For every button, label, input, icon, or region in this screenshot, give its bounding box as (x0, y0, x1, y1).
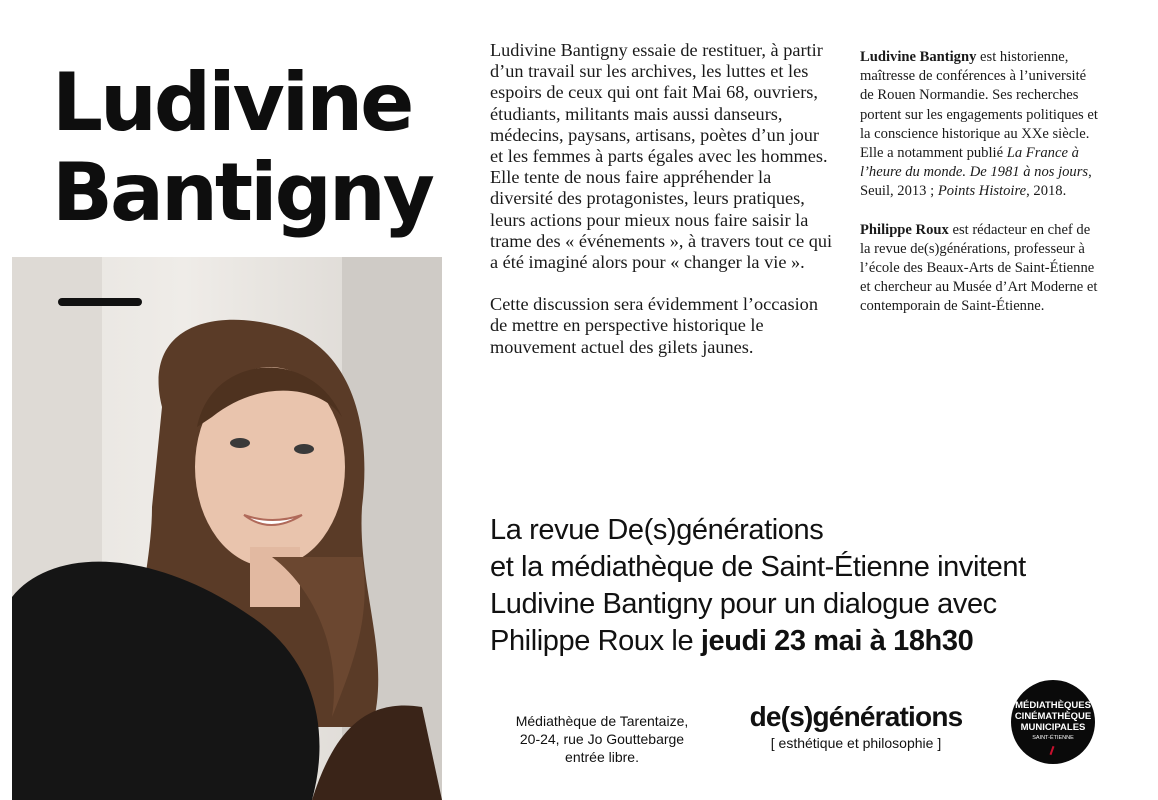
invite-line-3: Ludivine Bantigny pour un dialogue avec (490, 588, 997, 620)
badge-line-1: MÉDIATHÈQUES (1015, 700, 1091, 711)
address-line-3: entrée libre. (565, 749, 639, 765)
address-line-2: 20-24, rue Jo Gouttebarge (519, 731, 685, 747)
invite-line-1: La revue De(s)générations (490, 514, 824, 546)
invite-line-4 (490, 623, 1150, 660)
invite-line-2: et la médiathèque de Saint-Étienne invitent (490, 551, 1026, 583)
logo-tagline: [ esthétique et philosophie ] (770, 735, 942, 751)
event-date: jeudi 23 mai à 18h30 (700, 625, 974, 657)
venue-address (498, 712, 706, 766)
title-divider (58, 298, 142, 306)
speaker-bios (860, 48, 1098, 336)
mediatheques-badge-logo (1011, 680, 1095, 764)
bio-bantigny-name: Ludivine Bantigny (860, 49, 977, 65)
bio-bantigny-book: La France à l’heure du monde. De 1981 à nos jours (860, 145, 1089, 181)
badge-line-2: CINÉMATHÈQUE (1014, 711, 1092, 722)
bio-roux-text: est rédacteur en chef de la revue de(s)générations, professeur à l’école des Beaux-Arts de Saint-Étienne et chercheur au Musée d’Art Moderne et contemporain de Saint-Étienne. (860, 221, 1098, 315)
title-line-1: Ludivine (52, 56, 412, 149)
event-description (490, 40, 834, 379)
page-title (52, 58, 432, 238)
invite-line-4-prefix: Philippe Roux le (490, 625, 701, 657)
desgenerations-logo (740, 700, 972, 752)
bio-bantigny-text-3: , 2018. (1026, 183, 1067, 200)
bio-bantigny (860, 48, 1098, 202)
badge-city: SAINT-ÉTIENNE (1032, 735, 1074, 741)
invitation-block (490, 512, 1150, 660)
bio-bantigny-series: Points Histoire (937, 183, 1027, 200)
portrait-illustration (12, 257, 442, 800)
bio-bantigny-text-2: , Seuil, 2013 ; (860, 164, 1092, 200)
bio-roux-name: Philippe Roux (860, 221, 949, 238)
bio-roux (860, 221, 1098, 317)
address-line-1: Médiathèque de Tarentaize, (515, 713, 689, 729)
badge-slash-mark (1050, 746, 1055, 755)
badge-line-3: MUNICIPALES (1020, 722, 1086, 733)
description-paragraph-2: Cette discussion sera évidemment l’occasion de mettre en perspective historique le mouvement actuel des gilets jaunes. (490, 294, 818, 357)
title-line-2: Bantigny (52, 146, 432, 239)
bio-bantigny-text-1: est historienne, maîtresse de conférences à l’université de Rouen Normandie. Ses recherches portent sur les engagements politiques et la conscience historique au XXe siècle. Elle a notamment publié (860, 49, 1098, 162)
logo-name: de(s)générations (749, 701, 963, 732)
portrait-photo (12, 257, 442, 800)
description-paragraph-1: Ludivine Bantigny essaie de restituer, à partir d’un travail sur les archives, les luttes et les espoirs de ceux qui ont fait Mai 68, ouvriers, étudiants, militants mais aussi danseurs, médecins, paysans, artisans, poètes d’un jour et les femmes à parts égales avec les hommes. Elle tente de nous faire appréhender la diversité des protagonistes, leurs pratiques, leurs actions pour mieux nous faire saisir la trame des « événements », à travers tout ce qui a été imaginé alors pour « changer la vie ». (490, 40, 833, 273)
